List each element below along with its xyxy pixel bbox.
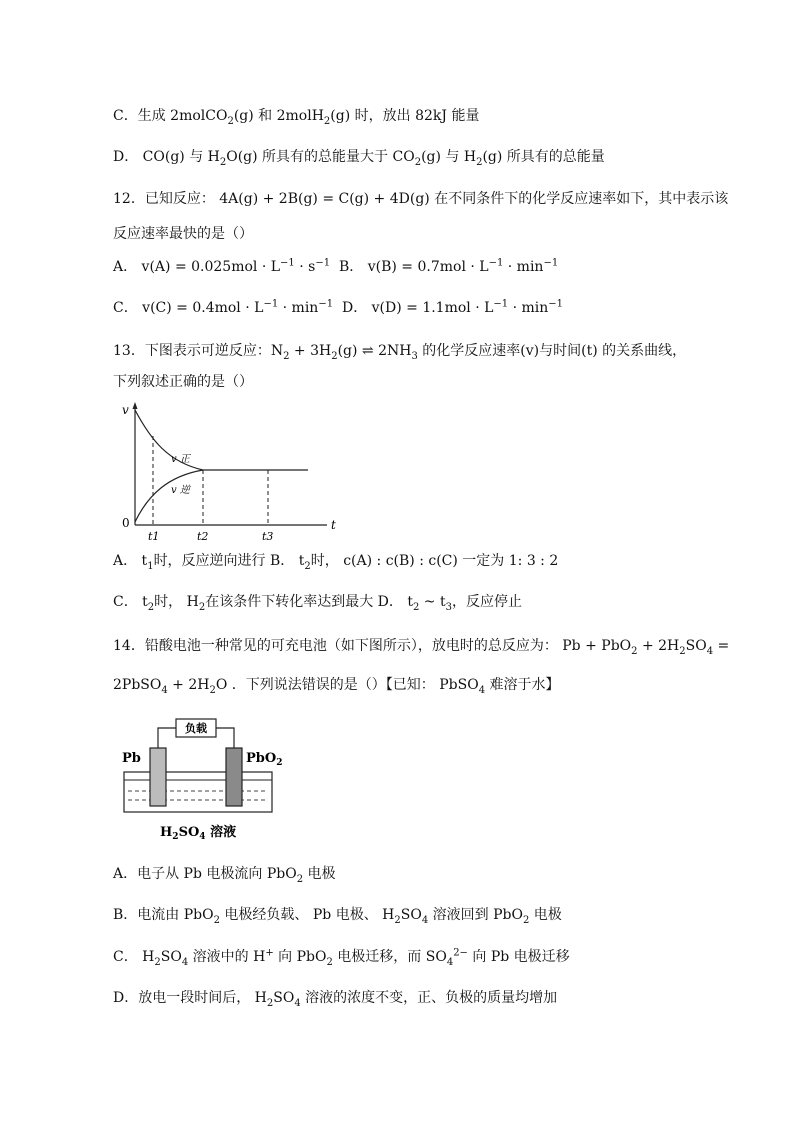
text-segment: + 2H [637,638,680,654]
text-segment: A．电子从 Pb 电极流向 PbO [113,866,297,882]
pb-label: Pb [122,751,141,766]
text-segment: 13．下图表示可逆反应：N [113,343,284,359]
question-12-stem [113,189,729,209]
text-segment: SO [400,907,422,923]
text-segment: 溶液的浓度不变，正、负极的质量均增加 [300,990,558,1006]
options-cd-q13 [113,592,714,612]
subscript: 2 [679,645,686,657]
superscript: −1 [318,298,334,310]
superscript: −1 [548,298,564,310]
text-segment: SO [685,638,707,654]
text-segment: 14．铅酸电池一种常见的可充电池（如下图所示），放电时的总反应为： Pb + PbO [113,638,632,654]
text-segment: · min [508,300,549,316]
subscript: 2 [412,601,420,613]
subscript: 4 [421,914,429,926]
text-segment: 时，反应逆向进行 B． t [153,553,305,569]
text-segment: C． H [113,949,155,965]
subscript: 1 [147,560,154,572]
subscript: 3 [445,601,452,613]
text-segment: D． v(D) = 1.1mol · L [333,300,494,316]
text-segment: · min [278,300,319,316]
text-segment: SO [273,990,295,1006]
text-segment: 电极 [303,866,336,882]
text-segment: (g) 与 H [421,149,477,165]
text-segment: 电极迁移，而 SO [332,949,447,965]
x-axis-label: t [331,518,336,532]
text-segment: O ．下列说法错误的是（）【已知： PbSO [215,677,479,693]
subscript: 2 [266,997,274,1009]
subscript: 2 [522,914,530,926]
superscript: −1 [488,257,504,269]
y-axis-label: v [122,403,129,417]
subscript: 2 [631,645,638,657]
question-12-stem-cont [113,224,714,244]
text-segment: ~ t [419,594,446,610]
text-segment: (g) 时，放出 82kJ 能量 [330,108,480,124]
text-segment: A． v(A) = 0.025mol · L [113,259,281,275]
text-segment: (g) 和 2molH [233,108,324,124]
pbo2-electrode [226,748,242,806]
text-segment: + 2H [167,677,210,693]
text-segment: 难溶于水】 [485,677,560,693]
superscript: + [265,947,274,959]
text-segment: 溶液中的 H [188,949,266,965]
text-segment: + 3H [289,343,332,359]
text-segment: 向 Pb 电极迁移 [467,949,570,965]
subscript: 2 [414,156,422,168]
text-segment: 下列叙述正确的是（） [113,374,253,390]
subscript: 2 [283,350,290,362]
text-segment: C． v(C) = 0.4mol · L [113,300,264,316]
subscript: 2 [219,156,227,168]
options-ab-q13 [113,551,714,571]
text-segment: 电极 [529,907,562,923]
forward-rate-label: v 正 [171,454,190,465]
superscript: −1 [263,298,279,310]
text-segment: 时， c(A) : c(B) : c(C) 一定为 1: 3 : 2 [310,553,559,569]
subscript: 2 [154,956,161,968]
option-a-q14 [113,864,714,884]
option-d-q11 [113,147,714,167]
subscript: 2 [326,956,333,968]
text-segment: B．电流由 PbO [113,907,214,923]
left-wire [158,728,176,748]
question-13-stem-cont [113,372,714,392]
superscript: −1 [543,257,559,269]
option-c-q11 [113,106,714,126]
text-segment: 2PbSO [113,677,162,693]
superscript: −1 [493,298,509,310]
subscript: 2 [227,115,234,127]
tick-t1: t1 [148,530,160,543]
question-14-stem [113,636,730,657]
subscript: 4 [478,684,486,696]
text-segment: D．放电一段时间后， H [113,990,267,1006]
text-segment: = [713,638,730,654]
load-label: 负载 [185,722,207,735]
text-segment: C．生成 2molCO [113,108,228,124]
option-d-q14 [113,988,714,1008]
subscript: 3 [411,350,418,362]
subscript: 4 [446,956,454,968]
subscript: 2 [147,601,155,613]
text-segment: 反应速率最快的是（） [113,226,253,242]
text-segment: 时， H [154,594,199,610]
text-segment: 的化学反应速率(v)与时间(t) 的关系曲线， [417,343,687,359]
subscript: 2 [331,350,338,362]
subscript: 2 [304,560,311,572]
solution-label: $H_2SO_4$ 溶液 [160,825,237,842]
text-segment: 溶液回到 PbO [428,907,523,923]
subscript: 2 [209,684,216,696]
reverse-rate-label: v 逆 [171,485,190,496]
superscript: 2− [453,947,468,959]
text-segment: B． v(B) = 0.7mol · L [330,259,489,275]
text-segment: (g) ⇌ 2NH [337,343,412,359]
subscript: 4 [181,956,189,968]
text-segment: ，反应停止 [452,594,522,610]
text-segment: · min [503,259,544,275]
text-segment: O(g) 所具有的总能量大于 CO [226,149,415,165]
subscript: 2 [213,914,220,926]
question-13-stem [113,341,714,361]
options-cd-q12 [113,298,714,318]
subscript: 2 [296,873,304,885]
text-segment: D． CO(g) 与 H [113,149,220,165]
option-b-q14 [113,905,714,925]
text-segment: · s [294,259,316,275]
subscript: 2 [476,156,483,168]
subscript: 4 [161,684,168,696]
subscript: 4 [294,997,301,1009]
text-segment: 电极经负载、 Pb 电极、 H [219,907,395,923]
origin-label: 0 [122,516,130,530]
text-segment: A． t [113,553,148,569]
text-segment: 在该条件下转化率达到最大 D． t [205,594,413,610]
pbo2-label: PbO$_2$ [246,751,283,768]
text-segment: C． t [113,594,148,610]
tick-t3: t3 [262,530,274,543]
reverse-rate-curve [135,470,203,522]
electrolyte-container [124,772,272,812]
question-14-stem-cont [113,675,714,695]
text-segment: 12．已知反应： 4A(g) + 2B(g) = C(g) + 4D(g) 在不同条件下的化学反应速率如下，其中表示该 [113,191,729,207]
forward-rate-curve [135,410,308,470]
pb-electrode [150,748,166,806]
right-wire [216,728,234,748]
subscript: 4 [706,645,714,657]
subscript: 2 [198,601,206,613]
subscript: 2 [394,914,401,926]
superscript: −1 [315,257,331,269]
text-segment: 向 PbO [273,949,327,965]
rate-time-graph [113,400,343,545]
subscript: 2 [323,115,331,127]
text-segment: (g) 所具有的总能量 [482,149,605,165]
text-segment: SO [160,949,182,965]
lead-acid-battery-diagram [118,716,293,846]
superscript: −1 [280,257,295,269]
tick-t2: t2 [197,530,209,543]
y-axis-arrow [133,402,138,409]
options-ab-q12 [113,257,714,277]
option-c-q14 [113,947,714,967]
